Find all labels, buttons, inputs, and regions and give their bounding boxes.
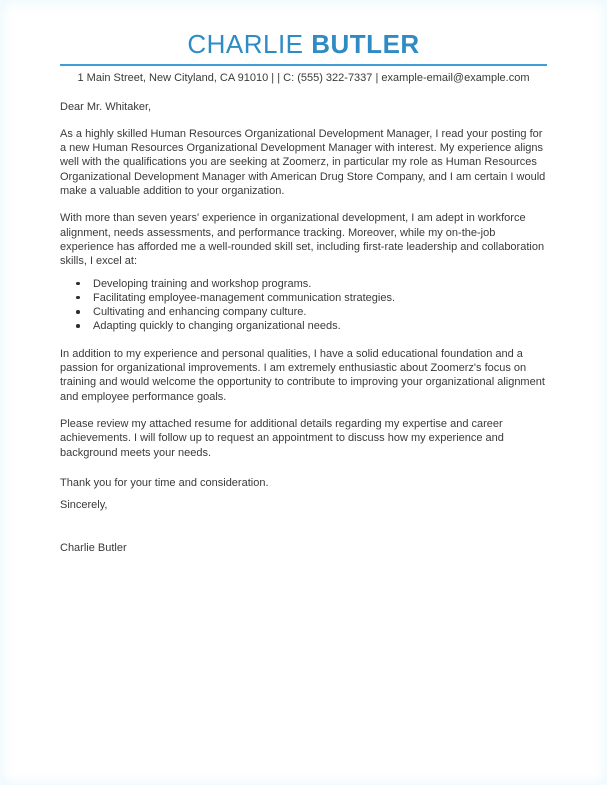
applicant-first-name: CHARLIE bbox=[187, 29, 304, 59]
resume-paragraph: Please review my attached resume for additional details regarding my expertise and career achievements. I will follow up to request an appointment to discuss how my experience and background meets your needs. bbox=[60, 417, 504, 459]
intro-paragraph: As a highly skilled Human Resources Organizational Development Manager, I read your posting for a new Human Resources Organizational Development Manager with interest. My experience aligns well with the qualifications you are seeking at Zoomerz, in particular my role as Human Resources Organizational Development Manager with American Drug Store Company, and I am certain I would make a valuable addition to your organization. bbox=[60, 127, 546, 198]
signature-name: Charlie Butler bbox=[60, 542, 127, 555]
header-divider bbox=[60, 64, 547, 66]
bullet-icon bbox=[76, 310, 80, 314]
list-item bbox=[60, 277, 547, 291]
page-title bbox=[60, 30, 547, 59]
valediction: Sincerely, bbox=[60, 499, 108, 512]
list-item-text: Adapting quickly to changing organizational needs. bbox=[93, 320, 341, 333]
thanks-line: Thank you for your time and consideration. bbox=[60, 476, 269, 489]
skills-bullet-list bbox=[60, 277, 547, 334]
list-item bbox=[60, 305, 547, 319]
list-item-text: Facilitating employee-management communication strategies. bbox=[93, 291, 396, 304]
applicant-last-name: BUTLER bbox=[311, 29, 420, 59]
bullet-icon bbox=[76, 324, 80, 328]
experience-paragraph: With more than seven years' experience in organizational development, I am adept in workforce alignment, needs assessments, and performance tracking. Moreover, while my on-the-job experience has afforded me a well-rounded skill set, including first-rate leadership and collaboration skills, I excel at: bbox=[60, 212, 545, 268]
list-item-text: Cultivating and enhancing company culture. bbox=[93, 306, 307, 319]
bullet-icon bbox=[76, 296, 80, 300]
list-item bbox=[60, 319, 547, 333]
list-item bbox=[60, 291, 547, 305]
letter-body bbox=[60, 100, 547, 556]
salutation: Dear Mr. Whitaker, bbox=[60, 100, 152, 113]
contact-info: 1 Main Street, New Cityland, CA 91010 | | C: (555) 322-7337 | example-email@example.com bbox=[77, 71, 530, 84]
list-item-text: Developing training and workshop programs. bbox=[93, 277, 312, 290]
education-paragraph: In addition to my experience and personal qualities, I have a solid educational foundation and a passion for organizational improvements. I am extremely enthusiastic about Zoomerz's focus on training and would welcome the opportunity to contribute to improving your organizational alignment and employee performance goals. bbox=[60, 347, 545, 403]
bullet-icon bbox=[76, 282, 80, 286]
